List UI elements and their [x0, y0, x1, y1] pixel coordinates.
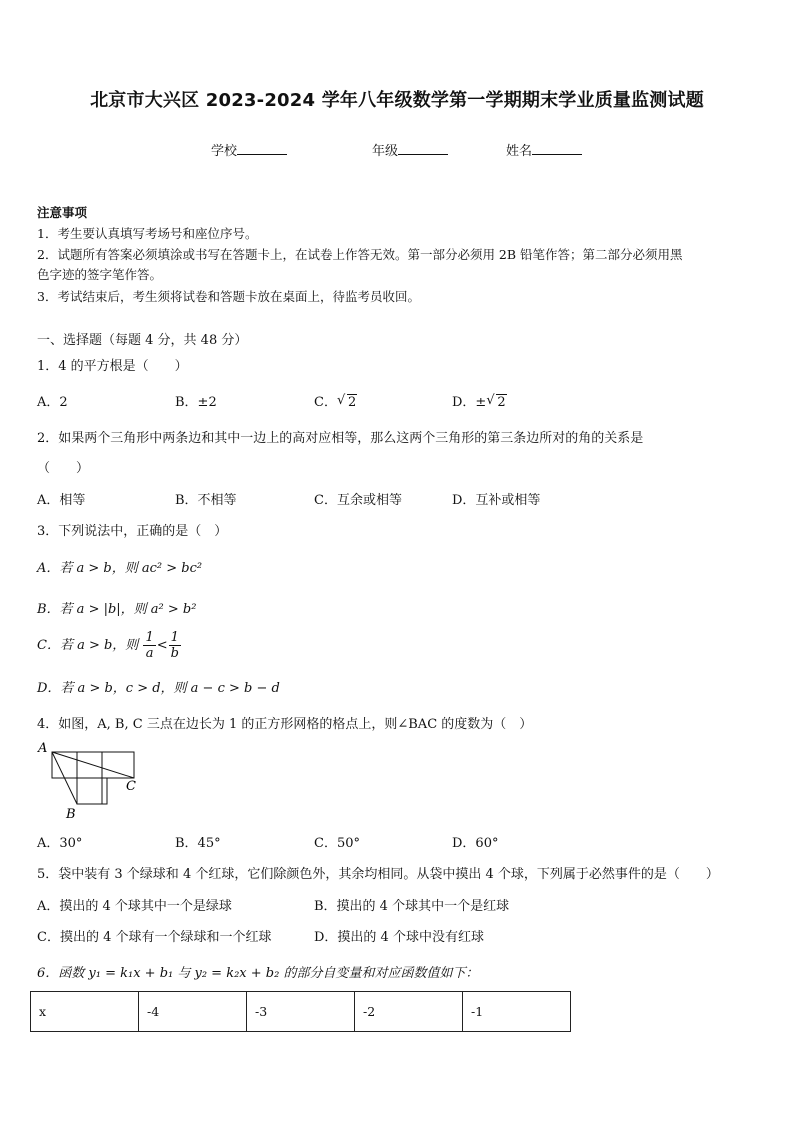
q4-option-c: C．50°: [314, 836, 360, 851]
q1-option-d-radicand: 2: [497, 395, 506, 410]
q3-option-a: A．若 a > b，则 ac² > bc²: [37, 561, 203, 576]
school-label: 学校: [211, 144, 238, 159]
table-cell: -1: [463, 992, 571, 1032]
name-label: 姓名: [506, 144, 533, 159]
point-a-label: A: [38, 741, 48, 756]
q3-option-d: D．若 a > b，c > d，则 a − c > b − d: [37, 681, 280, 696]
table-cell: x: [31, 992, 139, 1032]
q3-less-than: <: [156, 638, 168, 653]
q2-option-d: D．互补或相等: [452, 493, 541, 508]
q5-option-d: D．摸出的 4 个球中没有红球: [314, 930, 484, 945]
q3-frac-1-den: a: [145, 646, 154, 661]
q1-option-b: B．±2: [175, 395, 217, 410]
notice-item: 3．考试结束后，考生须将试卷和答题卡放在桌面上，待监考员收回。: [37, 289, 420, 304]
q5-option-c: C．摸出的 4 个球有一个绿球和一个红球: [37, 930, 272, 945]
notice-heading: 注意事项: [37, 205, 88, 220]
grid-cell: [77, 778, 102, 804]
q2-option-c: C．互余或相等: [314, 493, 402, 508]
q2-option-b: B．不相等: [175, 493, 237, 508]
table-cell: -4: [139, 992, 247, 1032]
grade-blank[interactable]: [398, 142, 448, 155]
notice-item: 色字迹的签字笔作答。: [37, 267, 163, 282]
q3-frac-1-num: 1: [145, 630, 154, 645]
school-blank[interactable]: [237, 142, 287, 155]
question-6-stem: 6．函数 y₁ = k₁x + b₁ 与 y₂ = k₂x + b₂ 的部分自变量和对应函数值如下：: [37, 966, 479, 981]
q4-option-a: A．30°: [37, 836, 83, 851]
q3-frac-2-den: b: [170, 646, 179, 661]
notice-item: 1．考生要认真填写考场号和座位序号。: [37, 226, 258, 241]
question-3-stem: 3．下列说法中，正确的是（ ）: [37, 524, 228, 539]
table-row: [31, 992, 571, 1032]
section-heading: 一、选择题（每题 4 分，共 48 分）: [37, 333, 248, 348]
table-cell: -3: [247, 992, 355, 1032]
q5-option-b: B．摸出的 4 个球其中一个是红球: [314, 899, 510, 914]
value-table: [30, 991, 571, 1032]
table-cell: -2: [355, 992, 463, 1032]
page-title: 北京市大兴区 2023-2024 学年八年级数学第一学期期末学业质量监测试题: [90, 90, 704, 111]
q5-option-a: A．摸出的 4 个球其中一个是绿球: [37, 899, 232, 914]
q3-option-c-prefix: C．若 a > b，则: [37, 638, 139, 653]
grid-cell: [77, 752, 102, 778]
question-1-stem: 1．4 的平方根是（ ）: [37, 359, 188, 374]
question-2-paren: （ ）: [37, 461, 90, 476]
q1-option-c: C． √ 2: [314, 393, 357, 410]
name-blank[interactable]: [532, 142, 582, 155]
notice-item: 2．试题所有答案必须填涂或书写在答题卡上，在试卷上作答无效。第一部分必须用 2B 铅笔作答；第二部分必须用黑: [37, 247, 683, 262]
q1-option-d: D．± √ 2: [452, 393, 506, 410]
school-field[interactable]: [211, 140, 287, 159]
point-b-label: B: [66, 807, 76, 822]
q1-option-c-label: C．: [314, 395, 337, 410]
q2-option-a: A．相等: [37, 493, 86, 508]
q1-option-d-label: D．±: [452, 395, 487, 410]
q3-option-c: [37, 630, 182, 661]
grade-label: 年级: [372, 144, 399, 159]
question-5-stem: 5．袋中装有 3 个绿球和 4 个红球，它们除颜色外，其余均相同。从袋中摸出 4 个球，下列属于必然事件的是（ ）: [37, 867, 719, 882]
q4-option-d: D．60°: [452, 836, 499, 851]
point-c-label: C: [126, 779, 136, 794]
question-2-stem: 2．如果两个三角形中两条边和其中一边上的高对应相等，那么这两个三角形的第三条边所对的角的关系是: [37, 431, 644, 446]
q4-option-b: B．45°: [175, 836, 221, 851]
grid-figure: [34, 740, 144, 822]
grid-cell: [102, 778, 107, 804]
q3-frac-2-num: 1: [170, 630, 179, 645]
grid-cell: [102, 752, 134, 778]
q1-option-a: A．2: [37, 395, 68, 410]
q1-option-c-radicand: 2: [347, 395, 357, 410]
segment-ac: [52, 752, 134, 778]
question-4-stem: 4．如图，A, B, C 三点在边长为 1 的正方形网格的格点上，则∠BAC 的度数为（ ）: [37, 717, 533, 732]
q3-option-b: B．若 a > |b|，则 a² > b²: [37, 602, 197, 617]
name-field[interactable]: [506, 140, 582, 159]
grade-field[interactable]: [372, 140, 448, 159]
